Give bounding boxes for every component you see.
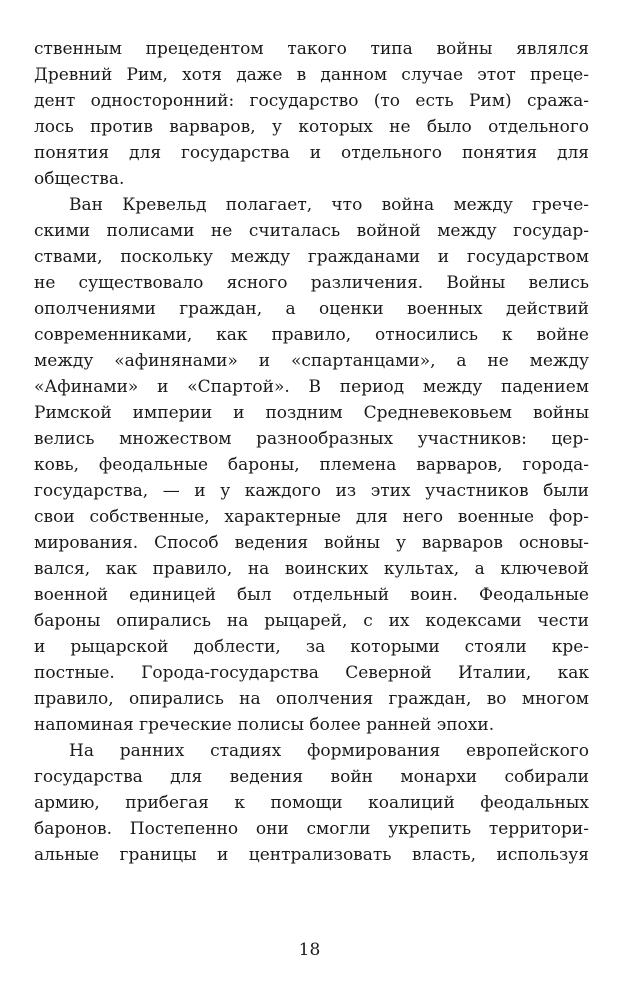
text-line: понятия для государства и отдельного понятия для (34, 143, 589, 163)
text-line: велись множеством разнообразных участников: цер- (34, 429, 589, 449)
text-line: между «афинянами» и «спартанцами», а не между (34, 351, 589, 371)
text-line: ственным прецедентом такого типа войны являлся (34, 39, 589, 59)
paragraph-3 (34, 738, 589, 868)
page-number: 18 (298, 940, 321, 960)
text-line: дент односторонний: государство (то есть Рим) сража- (34, 91, 589, 111)
text-line: «Афинами» и «Спартой». В период между падением (34, 377, 589, 397)
text-line: лось против варваров, у которых не было отдельного (34, 117, 589, 137)
text-line: ополчениями граждан, а оценки военных действий (34, 299, 589, 319)
text-line: Римской империи и поздним Средневековьем войны (34, 403, 589, 423)
text-line: альные границы и централизовать власть, используя (34, 845, 589, 865)
paragraph-1 (34, 36, 589, 192)
text-line: баронов. Постепенно они смогли укрепить территори- (34, 819, 589, 839)
paragraph-2 (34, 192, 589, 738)
text-line: правило, опирались на ополчения граждан, во многом (34, 689, 589, 709)
text-line: военной единицей был отдельный воин. Феодальные (34, 585, 589, 605)
text-line: не существовало ясного различения. Войны велись (34, 273, 589, 293)
page-text (34, 36, 589, 868)
text-line: На ранних стадиях формирования европейского (69, 741, 589, 761)
text-line: армию, прибегая к помощи коалиций феодальных (34, 793, 589, 813)
text-line: Древний Рим, хотя даже в данном случае этот преце- (34, 65, 589, 85)
text-line: постные. Города-государства Северной Италии, как (34, 663, 589, 683)
text-line: мирования. Способ ведения войны у варваров основы- (34, 533, 589, 553)
text-line: Ван Кревельд полагает, что война между грече- (69, 195, 589, 215)
text-line: и рыцарской доблести, за которыми стояли кре- (34, 637, 589, 657)
text-line: скими полисами не считалась войной между государ- (34, 221, 589, 241)
text-line: вался, как правило, на воинских культах, а ключевой (34, 559, 589, 579)
text-line: напоминая греческие полисы более ранней эпохи. (34, 715, 495, 735)
text-line: современниками, как правило, относились к войне (34, 325, 589, 345)
text-line: государства для ведения войн монархи собирали (34, 767, 589, 787)
text-line: ствами, поскольку между гражданами и государством (34, 247, 589, 267)
text-line: ковь, феодальные бароны, племена варваров, города- (34, 455, 589, 475)
text-line: свои собственные, характерные для него военные фор- (34, 507, 589, 527)
text-line: государства, — и у каждого из этих участников были (34, 481, 589, 501)
text-line: бароны опирались на рыцарей, с их кодексами чести (34, 611, 589, 631)
text-line: общества. (34, 169, 125, 189)
